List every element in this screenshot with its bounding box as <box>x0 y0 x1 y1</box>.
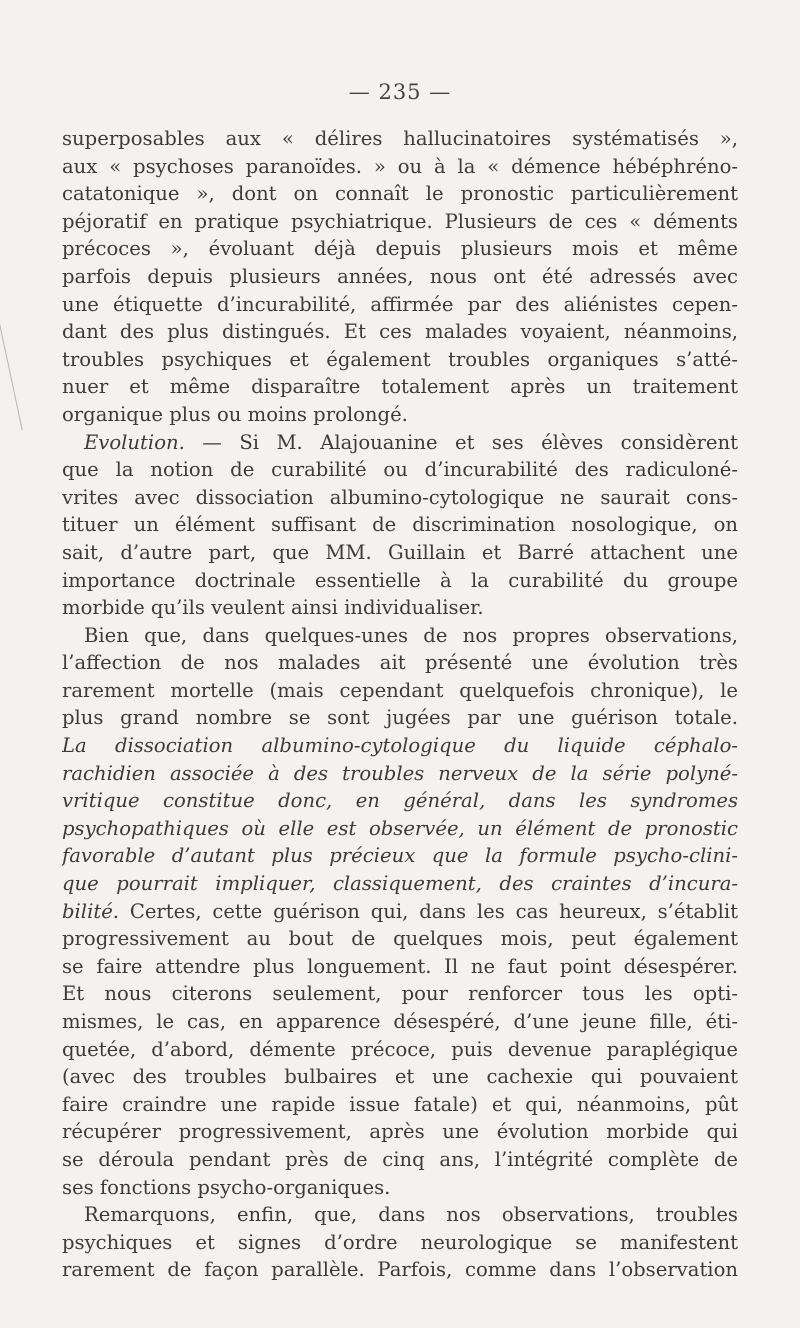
text-line <box>62 1174 738 1202</box>
text-line <box>62 677 738 705</box>
line-text: morbide qu’ils veulent ainsi individualiser. <box>62 596 484 620</box>
line-text: Bien que, dans quelques-unes de nos propres observations, <box>84 623 738 647</box>
line-text: plus grand nombre se sont jugées par une guérison totale. <box>62 706 738 730</box>
text-line <box>62 1036 738 1064</box>
line-text: superposables aux « délires hallucinatoires systématisés », <box>62 127 738 150</box>
margin-pencil-mark <box>0 320 37 430</box>
text-line <box>62 235 738 263</box>
text-line <box>62 787 738 815</box>
text-line <box>62 539 738 567</box>
line-text: se faire attendre plus longuement. Il ne faut point désespérer. <box>62 954 738 978</box>
text-line <box>62 511 738 539</box>
line-text: péjoratif en pratique psychiatrique. Plusieurs de ces « déments <box>62 209 738 233</box>
text-line <box>62 1201 738 1229</box>
text-line <box>62 953 738 981</box>
text-line <box>62 732 738 760</box>
line-text: troubles psychiques et également troubles organiques s’atté- <box>62 347 738 371</box>
line-text: nuer et même disparaître totalement après un traitement <box>62 375 738 399</box>
text-line <box>62 1008 738 1036</box>
text-line <box>62 704 738 732</box>
text-line <box>62 153 738 181</box>
line-text: sait, d’autre part, que MM. Guillain et Barré attachent une <box>62 540 738 564</box>
line-text: rarement de façon parallèle. Parfois, comme dans l’observation <box>62 1258 738 1282</box>
text-line <box>62 484 738 512</box>
text-line <box>62 1256 738 1284</box>
line-text: mismes, le cas, en apparence désespéré, d’une jeune fille, éti- <box>62 1010 738 1033</box>
line-text: rarement mortelle (mais cependant quelquefois chronique), le <box>62 678 738 702</box>
line-text: progressivement au bout de quelques mois, peut également <box>62 927 738 951</box>
line-text: organique plus ou moins prolongé. <box>62 402 408 426</box>
text-line <box>62 594 738 622</box>
line-text: rachidien associée à des troubles nerveux de la série polyné- <box>62 761 738 785</box>
line-text: ses fonctions psycho-organiques. <box>62 1175 391 1199</box>
text-line <box>62 263 738 291</box>
line-text: que la notion de curabilité ou d’incurabilité des radiculoné- <box>62 458 738 482</box>
text-line <box>62 622 738 650</box>
italic-lead: Evolution. <box>84 430 185 454</box>
line-text: Et nous citerons seulement, pour renforcer tous les opti- <box>62 982 738 1006</box>
page-number: — 235 — <box>348 80 452 104</box>
line-text: dant des plus distingués. Et ces malades voyaient, néanmoins, <box>62 320 738 344</box>
line-text: Certes, cette guérison qui, dans les cas heureux, s’établit <box>119 899 738 923</box>
text-line <box>62 567 738 595</box>
text-line <box>62 760 738 788</box>
line-text: favorable d’autant plus précieux que la formule psycho-clini- <box>62 844 738 868</box>
italic-lead: bilité. <box>62 899 120 923</box>
text-line <box>62 291 738 319</box>
line-text: vrites avec dissociation albumino-cytologique ne saurait cons- <box>62 485 738 509</box>
text-line <box>62 925 738 953</box>
text-line <box>62 401 738 429</box>
text-line <box>62 898 738 926</box>
line-text: faire craindre une rapide issue fatale) et qui, néanmoins, pût <box>62 1092 738 1116</box>
text-line <box>62 870 738 898</box>
text-line <box>62 373 738 401</box>
line-text: Remarquons, enfin, que, dans nos observations, troubles <box>84 1203 738 1227</box>
line-text: se déroula pendant près de cinq ans, l’intégrité complète de <box>62 1147 738 1171</box>
text-line <box>62 208 738 236</box>
text-line <box>62 346 738 374</box>
line-text: que pourrait impliquer, classiquement, des craintes d’incura- <box>62 872 738 896</box>
line-text: précoces », évoluant déjà depuis plusieurs mois et même <box>62 237 738 261</box>
text-line <box>62 980 738 1008</box>
line-text: récupérer progressivement, après une évolution morbide qui <box>62 1120 738 1144</box>
text-line <box>62 125 738 153</box>
line-text: La dissociation albumino-cytologique du liquide céphalo- <box>62 734 738 758</box>
body-text <box>62 125 738 1284</box>
text-line <box>62 180 738 208</box>
text-line <box>62 1146 738 1174</box>
text-line <box>62 318 738 346</box>
line-text: (avec des troubles bulbaires et une cachexie qui pouvaient <box>62 1065 738 1089</box>
text-line <box>62 649 738 677</box>
line-text: psychiques et signes d’ordre neurologique se manifestent <box>62 1230 738 1254</box>
line-text: quetée, d’abord, démente précoce, puis devenue paraplégique <box>62 1037 738 1061</box>
line-text: l’affection de nos malades ait présenté une évolution très <box>62 651 738 675</box>
line-text: psychopathiques où elle est observée, un élément de pronostic <box>62 816 738 840</box>
line-text: une étiquette d’incurabilité, affirmée par des aliénistes cepen- <box>62 292 738 316</box>
line-text: vritique constitue donc, en général, dans les syndromes <box>62 789 738 813</box>
line-text: parfois depuis plusieurs années, nous ont été adressés avec <box>62 264 738 288</box>
text-line <box>62 429 738 457</box>
text-line <box>62 815 738 843</box>
line-text: importance doctrinale essentielle à la curabilité du groupe <box>62 568 738 592</box>
line-text: catatonique », dont on connaît le pronostic particulièrement <box>62 182 738 206</box>
text-line <box>62 1091 738 1119</box>
text-line <box>62 1118 738 1146</box>
text-line <box>62 1229 738 1257</box>
line-text: tituer un élément suffisant de discrimination nosologique, on <box>62 513 738 537</box>
line-text: — Si M. Alajouanine et ses élèves considèrent <box>184 430 738 454</box>
text-line <box>62 842 738 870</box>
line-text: aux « psychoses paranoïdes. » ou à la « démence hébéphréno- <box>62 154 738 178</box>
text-line <box>62 1063 738 1091</box>
text-line <box>62 456 738 484</box>
